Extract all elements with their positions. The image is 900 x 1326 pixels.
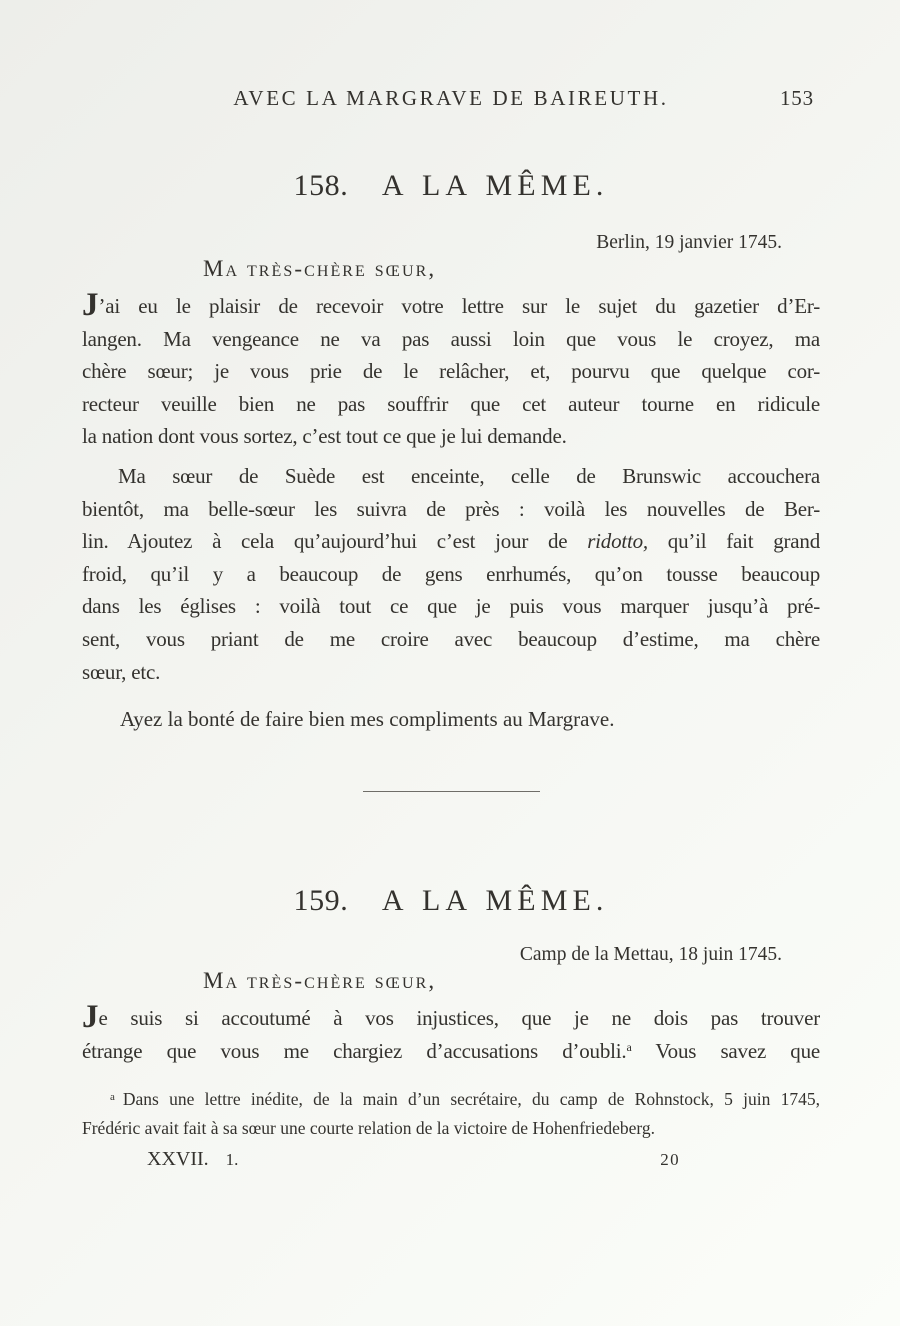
fascicle-label: 1. (225, 1150, 239, 1170)
dateline: Camp de la Mettau, 18 juin 1745. (519, 944, 782, 966)
running-title: AVEC LA MARGRAVE DE BAIREUTH. (233, 86, 669, 110)
letter-158-heading (82, 168, 820, 204)
footnote-marker: a (110, 1091, 115, 1104)
page-footer (82, 1147, 820, 1172)
text-line: chère sœur; je vous prie de le relâcher, et, pourvu que quelque cor- (82, 359, 820, 384)
dateline: Berlin, 19 janvier 1745. (596, 232, 782, 253)
footnote-line (82, 1085, 820, 1114)
page-number: 153 (779, 86, 814, 110)
text-line: sœur, etc. (82, 659, 161, 684)
text-segment: étrange que vous me chargiez d’accusations d’oubli. (82, 1038, 627, 1063)
letter-title: A LA MÊME. (381, 884, 609, 918)
text-line: froid, qu’il y a beaucoup de gens enrhumés, qu’on tousse beaucoup (82, 561, 820, 586)
text-line (82, 525, 820, 558)
letter-number: 158. (293, 169, 349, 202)
salutation: Ma très-chère sœur, (203, 968, 437, 994)
text-segment: lin. Ajoutez à cela qu’aujourd’hui c’est jour de (82, 529, 588, 554)
text-line (82, 1035, 820, 1068)
footnote-reference: a (626, 1039, 632, 1054)
footnote-text: Dans une lettre inédite, de la main d’un secrétaire, du camp de Rohnstock, 5 juin 1745, (122, 1089, 820, 1110)
text-line: recteur veuille bien ne pas souffrir que cet auteur tourne en ridicule (82, 391, 820, 416)
footnote (82, 1085, 820, 1143)
footnote-line: Frédéric avait fait à sa sœur une courte relation de la victoire de Hohenfriedeberg. (82, 1118, 656, 1139)
text-line: dans les églises : voilà tout ce que je puis vous marquer jusqu’à pré- (82, 594, 820, 619)
dropcap-initial: J (82, 290, 99, 323)
paragraph-1 (82, 290, 820, 453)
paragraph-2 (82, 460, 820, 688)
dropcap-initial: J (82, 1002, 99, 1035)
text-line (82, 290, 820, 323)
letter-158 (82, 168, 820, 732)
paragraph-1 (82, 1002, 820, 1067)
text-line: Ma sœur de Suède est enceinte, celle de Brunswic accouchera (118, 463, 820, 488)
text-line: langen. Ma vengeance ne va pas aussi loin que vous le croyez, ma (82, 326, 820, 351)
text-line (82, 1002, 820, 1035)
text-line: bientôt, ma belle-sœur les suivra de près : voilà les nouvelles de Ber- (82, 496, 820, 521)
salutation: Ma très-chère sœur, (203, 256, 437, 281)
signature-number: 20 (660, 1150, 680, 1170)
italic-term: ridotto, (587, 529, 648, 554)
text-line: la nation dont vous sortez, c’est tout ce que je lui demande. (82, 424, 567, 449)
text-line: sent, vous priant de me croire avec beaucoup d’estime, ma chère (82, 626, 820, 651)
section-divider (363, 791, 540, 792)
page-header (82, 86, 820, 110)
text-segment: qu’il fait grand (647, 529, 820, 554)
letter-title: A LA MÊME. (381, 169, 609, 202)
text-line-rest: ’ai eu le plaisir de recevoir votre lettre sur le sujet du gazetier d’Er- (98, 294, 820, 318)
text-line-rest: e suis si accoutumé à vos injustices, que je ne dois pas trouver (98, 1006, 820, 1031)
volume-label: XXVII. (147, 1148, 209, 1171)
compliments-line: Ayez la bonté de faire bien mes compliments au Margrave. (120, 707, 615, 732)
letter-159-heading (82, 883, 820, 919)
letter-number: 159. (293, 884, 349, 918)
text-segment: Vous savez que (631, 1038, 820, 1063)
letter-159 (82, 883, 820, 1067)
